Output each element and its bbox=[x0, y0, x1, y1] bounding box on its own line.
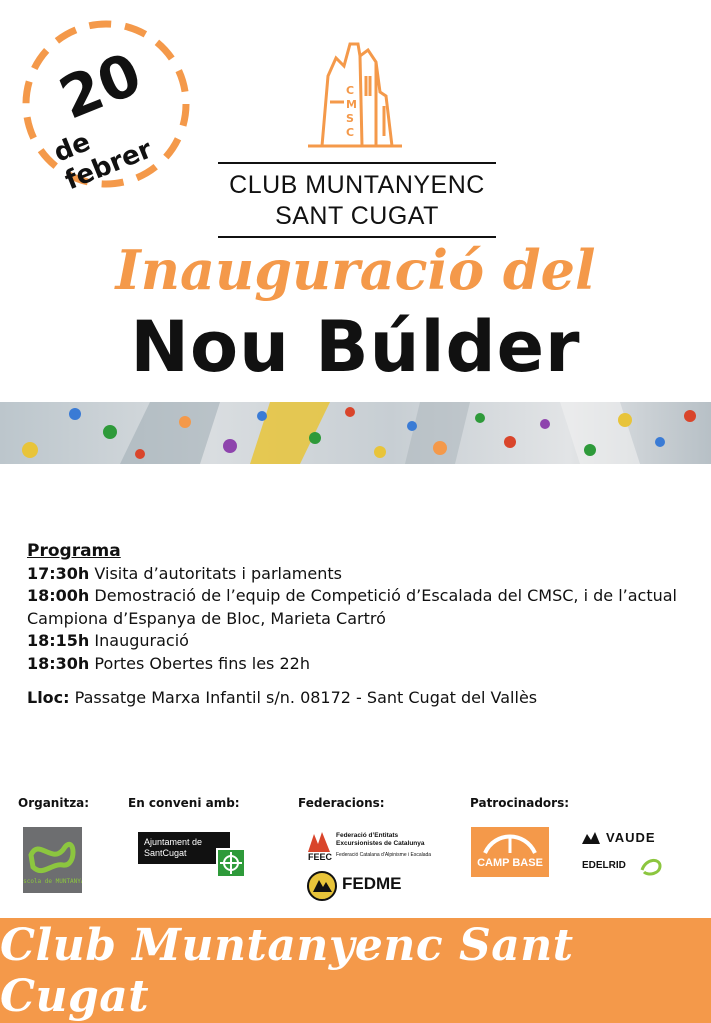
ajuntament-logo bbox=[138, 832, 246, 878]
date-badge bbox=[20, 18, 192, 197]
feec-acronym: FEEC bbox=[308, 852, 333, 862]
svg-text:S: S bbox=[346, 112, 354, 125]
fedme-emblem-icon bbox=[306, 870, 338, 902]
club-name-block bbox=[218, 162, 496, 238]
program-item bbox=[27, 563, 677, 586]
footer-text: Club Muntanyenc Sant Cugat bbox=[0, 919, 574, 1022]
fedme-logo bbox=[306, 870, 416, 904]
federacions-label: Federacions: bbox=[298, 796, 385, 810]
program-section bbox=[27, 540, 677, 710]
location-text: Passatge Marxa Infantil s/n. 08172 - Sant Cugat del Vallès bbox=[74, 688, 538, 707]
campbase-logo bbox=[471, 827, 549, 877]
edelrid-swoosh-icon bbox=[638, 856, 664, 878]
ajuntament-emblem-icon bbox=[216, 848, 246, 878]
vaude-text: VAUDE bbox=[606, 830, 656, 845]
vaude-logo bbox=[582, 830, 672, 848]
date-day: 20 bbox=[50, 39, 151, 133]
svg-text:C: C bbox=[346, 84, 355, 97]
footer-banner bbox=[0, 918, 711, 1023]
program-time: 17:30h bbox=[27, 563, 90, 583]
club-name-line2: SANT CUGAT bbox=[275, 202, 439, 230]
program-text: Inauguració bbox=[94, 631, 189, 650]
date-month: de febrer bbox=[49, 127, 157, 197]
fedme-text: FEDME bbox=[342, 874, 402, 893]
knot-icon bbox=[23, 827, 82, 893]
edelrid-text: EDELRID bbox=[582, 860, 626, 871]
program-time: 18:15h bbox=[27, 631, 90, 650]
headline-inauguracio: Inauguració del bbox=[115, 238, 596, 302]
tower-icon bbox=[300, 36, 410, 156]
conveni-label: En conveni amb: bbox=[128, 796, 240, 810]
edelrid-logo bbox=[582, 856, 672, 878]
club-name-line1: CLUB MUNTANYENC bbox=[229, 171, 485, 199]
program-time: 18:00h bbox=[27, 586, 90, 605]
feec-logo bbox=[306, 830, 432, 864]
headline-nou-bulder: Nou Búlder bbox=[130, 306, 581, 388]
program-text: Portes Obertes fins les 22h bbox=[94, 653, 310, 673]
program-time: 18:30h bbox=[27, 653, 90, 673]
program-text: Demostració de l’equip de Competició d’Escalada del CMSC, i de l’actual Campiona d’Espanya de Bloc, Marieta Cartró bbox=[27, 586, 677, 628]
vaude-mountain-icon bbox=[582, 832, 600, 844]
svg-text:C: C bbox=[346, 126, 355, 139]
location-label: Lloc: bbox=[27, 688, 70, 707]
escola-logo-text: escola de MUNTANYA bbox=[23, 878, 82, 885]
program-item bbox=[27, 630, 677, 653]
feec-name: Federació d’Entitats Excursionistes de Catalunya bbox=[336, 832, 425, 847]
organitza-label: Organitza: bbox=[18, 796, 90, 810]
feec-subtitle: Federació Catalana d’Alpinisme i Escalada bbox=[336, 852, 432, 858]
climbing-wall-image bbox=[0, 402, 711, 464]
svg-text:M: M bbox=[346, 98, 357, 111]
escola-muntanya-logo bbox=[23, 827, 82, 893]
patrocinadors-label: Patrocinadors: bbox=[470, 796, 570, 810]
program-item bbox=[27, 653, 677, 676]
program-title: Programa bbox=[27, 541, 121, 561]
program-item bbox=[27, 585, 677, 630]
location-line bbox=[27, 687, 677, 710]
ajuntament-logo-text: Ajuntament de SantCugat bbox=[138, 832, 230, 864]
tent-icon bbox=[471, 827, 549, 855]
program-text: Visita d’autoritats i parlaments bbox=[94, 563, 342, 583]
campbase-text: CAMP BASE bbox=[477, 857, 543, 869]
club-logo bbox=[300, 36, 410, 156]
